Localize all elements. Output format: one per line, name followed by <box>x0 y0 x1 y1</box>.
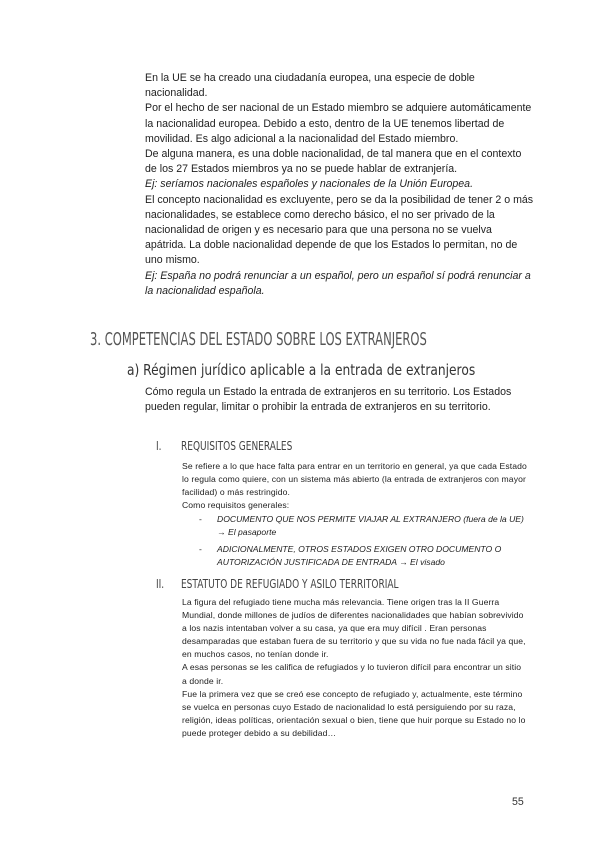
bullet-text: ADICIONALMENTE, OTROS ESTADOS EXIGEN OTRO DOCUMENTO O AUTORIZACIÓN JUSTIFICADA DE ENTRADA → El visado <box>217 544 502 568</box>
intro-paragraph-2: Por el hecho de ser nacional de un Estado miembro se adquiere automáticamente la nacionalidad europea. Debido a esto, dentro de la UE tenemos libertad de movilidad. Es algo adicional a la nacionalidad del Estado miembro. <box>145 102 532 145</box>
item-2-body <box>182 596 527 740</box>
bullet-dash: - <box>199 514 202 524</box>
item-2-paragraph-2: A esas personas se les califica de refugiados y lo tuvieron difícil para encontrar un sitio a donde ir. <box>182 662 522 686</box>
item-2-paragraph-1: La figura del refugiado tiene mucha más relevancia. Tiene origen tras la II Guerra Mundial, donde millones de judíos de diferentes nacionalidades que habían sobrevivido a los nazis intentaban volver a su casa, ya que era muy difícil . Eran personas desamparadas que estaban fuera de su territorio y que su vida no fue nada fácil ya que, en muchos casos, no tenían donde ir. <box>182 597 526 660</box>
item-1-number: I. <box>156 438 162 453</box>
item-2-heading <box>156 576 556 594</box>
section-3-heading: 3. COMPETENCIAS DEL ESTADO SOBRE LOS EXTRANJEROS <box>90 330 427 350</box>
item-1-title: REQUISITOS GENERALES <box>181 438 293 453</box>
intro-block <box>145 71 535 299</box>
intro-example-1: Ej: seríamos nacionales españoles y nacionales de la Unión Europea. <box>145 178 474 191</box>
intro-paragraph-1: En la UE se ha creado una ciudadanía europea, una especie de doble nacionalidad. <box>145 72 475 100</box>
item-2-title: ESTATUTO DE REFUGIADO Y ASILO TERRITORIAL <box>181 576 399 591</box>
bullet-dash: - <box>199 544 202 554</box>
item-2-number: II. <box>156 576 165 591</box>
item-1-heading <box>156 438 556 456</box>
item-1-lead: Como requisitos generales: <box>182 500 290 511</box>
subsection-a-heading: a) Régimen jurídico aplicable a la entrada de extranjeros <box>127 361 476 379</box>
intro-paragraph-4: El concepto nacionalidad es excluyente, pero se da la posibilidad de tener 2 o más nacionalidades, se establece como derecho básico, el no ser privado de la nacionalidad de origen y es necesario para que una persona no se vuelva apátrida. La doble nacionalidad depende de que los Estados lo permitan, no de uno mismo. <box>145 193 534 267</box>
bullet-text: DOCUMENTO QUE NOS PERMITE VIAJAR AL EXTRANJERO (fuera de la UE) → El pasaporte <box>217 514 524 538</box>
subsection-a-paragraph: Cómo regula un Estado la entrada de extranjeros en su territorio. Los Estados pueden regular, limitar o prohibir la entrada de extranjeros en su territorio. <box>145 386 512 414</box>
item-1-body <box>182 460 527 512</box>
intro-example-2: Ej: España no podrá renunciar a un español, pero un español sí podrá renunciar a la nacionalidad española. <box>145 269 531 297</box>
page-number: 55 <box>512 796 524 808</box>
item-2-paragraph-3: Fue la primera vez que se creó ese concepto de refugiado y, actualmente, este término se vuelca en personas cuyo Estado de nacionalidad lo está persiguiendo por su raza, religión, ideas políticas, orientación sexual o bien, tiene que huir porque su Estado no lo puede proteger debido a su debilidad… <box>182 688 526 738</box>
intro-paragraph-3: De alguna manera, es una doble nacionalidad, de tal manera que en el contexto de los 27 Estados miembros ya no se puede hablar de extranjería. <box>145 148 522 176</box>
item-1-paragraph: Se refiere a lo que hace falta para entrar en un territorio en general, ya que cada Estado lo regula como quiere, con un sistema más abierto (la entrada de extranjeros con mayor facilidad) o más restringido. <box>182 461 527 498</box>
subsection-a-body <box>145 385 525 415</box>
